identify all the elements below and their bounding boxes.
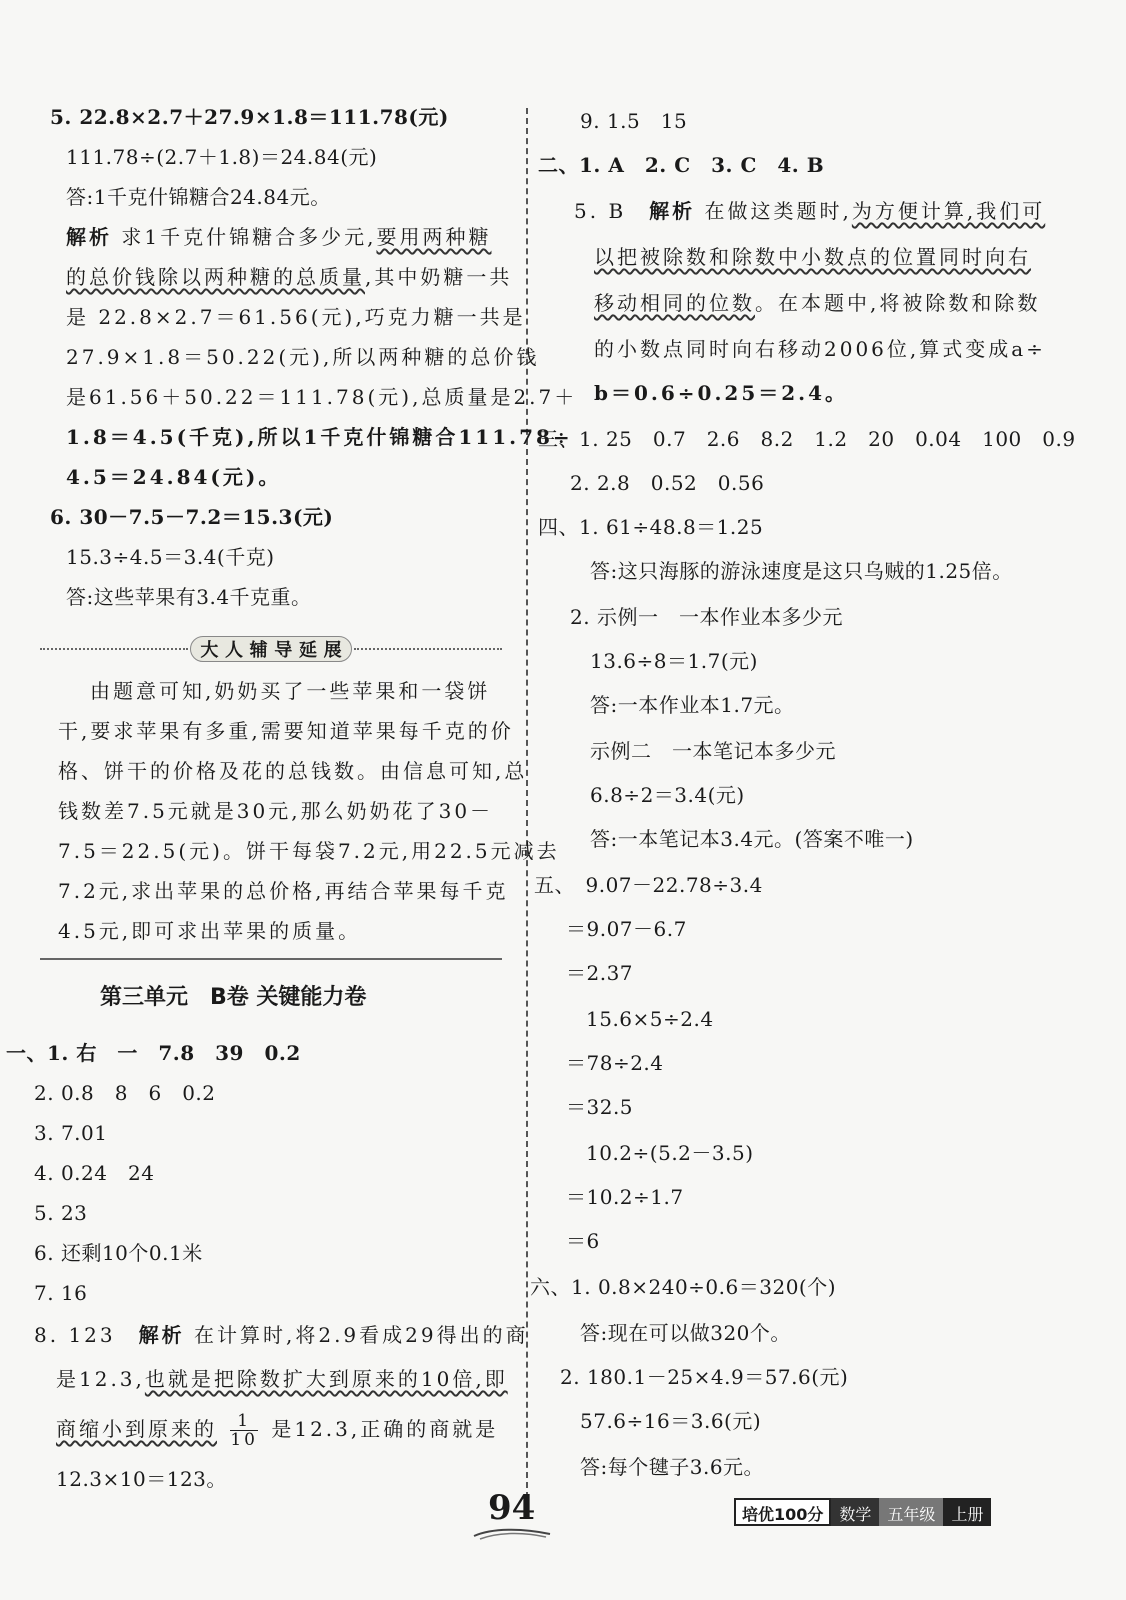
r-q5-line2: ＝9.07－6.7	[566, 917, 687, 941]
analysis-5-line2: 的总价钱除以两种糖的总质量,其中奶糖一共	[66, 265, 513, 289]
extension-line2: 干,要求苹果有多重,需要知道苹果每千克的价	[58, 719, 514, 743]
r-q6-2-answer: 答:每个毽子3.6元。	[580, 1455, 765, 1479]
r-q4-2-answer2: 答:一本笔记本3.4元。(答案不唯一)	[590, 827, 914, 851]
extension-line5: 7.5＝22.5(元)。饼干每袋7.2元,用22.5元减去	[58, 839, 560, 863]
r-q4-2-calc2: 6.8÷2＝3.4(元)	[590, 783, 745, 807]
r-q4-2-calc1: 13.6÷8＝1.7(元)	[590, 649, 758, 673]
r-q9: 9. 1.5 15	[580, 109, 688, 133]
q1-2: 2. 0.8 8 6 0.2	[34, 1081, 216, 1105]
extension-line6: 7.2元,求出苹果的总价格,再结合苹果每千克	[58, 879, 509, 903]
parent-guide-badge	[190, 636, 352, 662]
dotted-separator	[354, 648, 502, 650]
q1-4: 4. 0.24 24	[34, 1161, 155, 1185]
badge-char: 导	[274, 640, 293, 661]
answer-6-line3: 答:这些苹果有3.4千克重。	[66, 585, 312, 609]
extension-line3: 格、饼干的价格及花的总钱数。由信息可知,总	[58, 759, 528, 783]
r-q5-line7: 10.2÷(5.2－3.5)	[586, 1141, 754, 1165]
extension-line1: 由题意可知,奶奶买了一些苹果和一袋饼	[90, 679, 491, 703]
fraction: $\frac{1}{10}$	[230, 1411, 258, 1450]
r-q6-1: 六、1. 0.8×240÷0.6＝320(个)	[530, 1275, 837, 1299]
extension-line4: 钱数差7.5元就是30元,那么奶奶花了30－	[58, 799, 494, 823]
r-q2-5-line4: 的小数点同时向右移动2006位,算式变成a÷	[594, 337, 1046, 361]
r-q4-2-example2: 示例二 一本笔记本多少元	[590, 739, 836, 763]
r-q5-line8: ＝10.2÷1.7	[566, 1185, 684, 1209]
r-q4-1-answer: 答:这只海豚的游泳速度是这只乌贼的1.25倍。	[590, 559, 1013, 583]
answer-6-line2: 15.3÷4.5＝3.4(千克)	[66, 545, 275, 569]
r-q6-2: 2. 180.1－25×4.9＝57.6(元)	[560, 1365, 849, 1389]
grade-label: 五年级	[879, 1498, 943, 1526]
page-number: 94	[488, 1488, 536, 1528]
r-q3-2: 2. 2.8 0.52 0.56	[570, 471, 765, 495]
badge-char: 大	[200, 640, 219, 661]
answer-6-line1: 6. 30－7.5－7.2＝15.3(元)	[50, 505, 334, 529]
q1-3: 3. 7.01	[34, 1121, 108, 1145]
q1-8-line3: 商缩小到原来的 $\frac{1}{10}$ 是12.3,正确的商就是	[56, 1411, 499, 1450]
q1-6: 6. 还剩10个0.1米	[34, 1241, 203, 1265]
q1-7: 7. 16	[34, 1281, 88, 1305]
page-swoosh-icon	[472, 1526, 552, 1540]
footer-brand	[734, 1498, 991, 1526]
r-q5-line6: ＝32.5	[566, 1095, 634, 1119]
section-rule	[40, 958, 502, 960]
badge-char: 人	[224, 640, 243, 661]
badge-char: 辅	[249, 640, 268, 661]
volume-label: 上册	[943, 1498, 991, 1526]
q1-8-line4: 12.3×10＝123。	[56, 1467, 227, 1491]
r-q4-2-answer1: 答:一本作业本1.7元。	[590, 693, 795, 717]
q1-8-line2: 是12.3,也就是把除数扩大到原来的10倍,即	[56, 1367, 508, 1391]
answer-5-line3: 答:1千克什锦糖合24.84元。	[66, 185, 331, 209]
analysis-5-line4: 27.9×1.8＝50.22(元),所以两种糖的总价钱	[66, 345, 540, 369]
column-divider	[526, 108, 528, 1498]
r-q2-5-line5: b＝0.6÷0.25＝2.4。	[594, 381, 849, 405]
unit-title: 第三单元 B卷 关键能力卷	[100, 985, 367, 1010]
r-q6-2-calc: 57.6÷16＝3.6(元)	[580, 1409, 762, 1433]
r-q2-1: 二、1. A 2. C 3. C 4. B	[538, 153, 825, 177]
r-q2-5-line3: 移动相同的位数。在本题中,将被除数和除数	[594, 291, 1041, 315]
r-q6-1-answer: 答:现在可以做320个。	[580, 1321, 791, 1345]
answer-5-line2: 111.78÷(2.7＋1.8)＝24.84(元)	[66, 145, 378, 169]
analysis-5-line1: 解析 求1千克什锦糖合多少元,要用两种糖	[66, 225, 492, 249]
r-q5-line3: ＝2.37	[566, 961, 634, 985]
q1-8-line1: 8. 123 解析 在计算时,将2.9看成29得出的商	[34, 1323, 529, 1347]
q1-5: 5. 23	[34, 1201, 88, 1225]
badge-char: 延	[298, 640, 317, 661]
r-q5-line4: 15.6×5÷2.4	[586, 1007, 714, 1031]
analysis-5-line3: 是 22.8×2.7＝61.56(元),巧克力糖一共是	[66, 305, 526, 329]
r-q4-2: 2. 示例一 一本作业本多少元	[570, 605, 843, 629]
r-q2-5-line2: 以把被除数和除数中小数点的位置同时向右	[594, 245, 1031, 269]
subject-label: 数学	[831, 1498, 879, 1526]
extension-line7: 4.5元,即可求出苹果的质量。	[58, 919, 362, 943]
brand-label: 培优100分	[734, 1498, 831, 1526]
analysis-5-line7: 4.5＝24.84(元)。	[66, 465, 282, 489]
r-q2-5-line1: 5. B 解析 在做这类题时,为方便计算,我们可	[574, 199, 1046, 223]
r-q4-1: 四、1. 61÷48.8＝1.25	[538, 515, 764, 539]
r-q3-1: 三、1. 25 0.7 2.6 8.2 1.2 20 0.04 100 0.9	[538, 427, 1076, 451]
badge-char: 展	[323, 640, 342, 661]
r-q5-line1: 五、 9.07－22.78÷3.4	[534, 873, 763, 897]
r-q5-line5: ＝78÷2.4	[566, 1051, 664, 1075]
r-q5-line9: ＝6	[566, 1229, 600, 1253]
dotted-separator	[40, 648, 188, 650]
answer-5-line1: 5. 22.8×2.7＋27.9×1.8＝111.78(元)	[50, 105, 449, 129]
analysis-5-line5: 是61.56＋50.22＝111.78(元),总质量是2.7＋	[66, 385, 578, 409]
analysis-5-line6: 1.8＝4.5(千克),所以1千克什锦糖合111.78÷	[66, 425, 573, 449]
q1-1: 一、1. 右 一 7.8 39 0.2	[6, 1041, 301, 1065]
